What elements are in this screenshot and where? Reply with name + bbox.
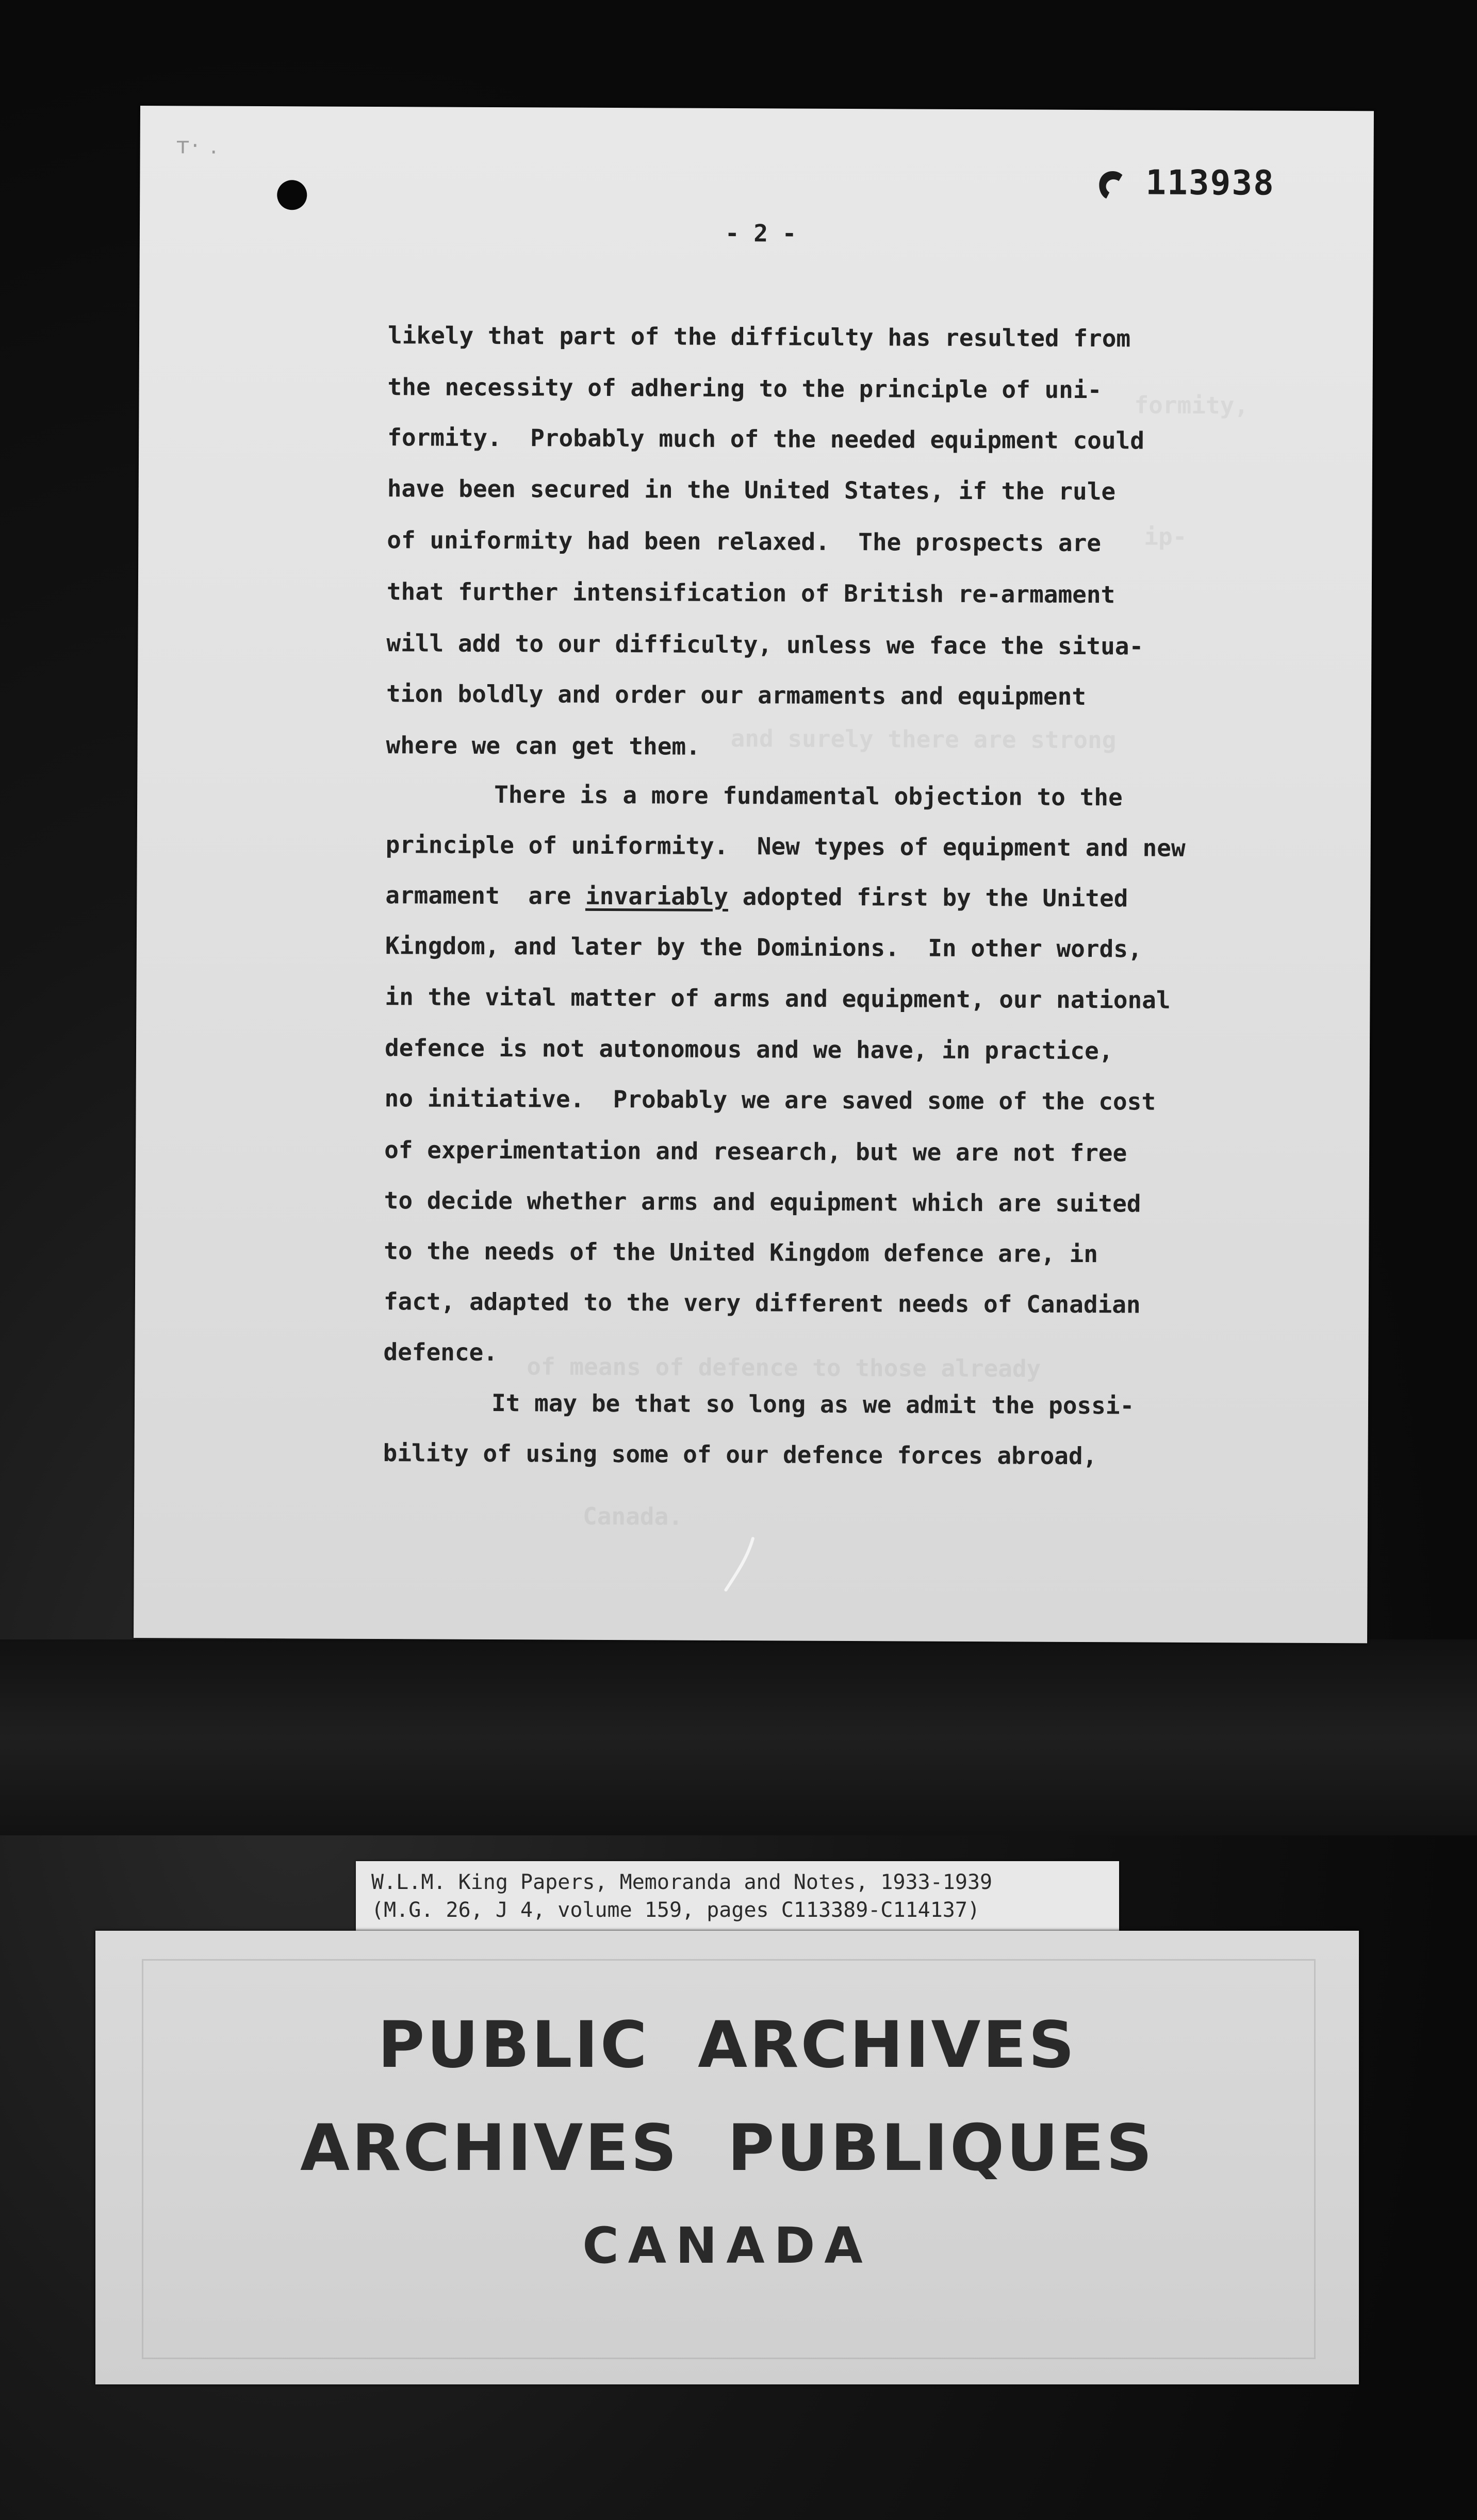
citation-line: W.L.M. King Papers, Memoranda and Notes, 1933-1939 (371, 1870, 993, 1894)
typed-line: will add to our difficulty, unless we face the situa- (386, 629, 1144, 660)
typed-line: fact, adapted to the very different needs of Canadian (383, 1287, 1141, 1319)
bleed-through-text: formity, (1134, 391, 1249, 420)
public-archives-card (95, 1931, 1359, 2384)
archives-title-french: ARCHIVES PUBLIQUES (300, 2111, 1155, 2185)
bleed-through-text: Canada. (582, 1502, 683, 1531)
bleed-through-text: ip- (1144, 522, 1187, 551)
typed-line: formity. Probably much of the needed equipment could (387, 423, 1145, 455)
typed-line: the necessity of adhering to the principle of uni- (387, 373, 1102, 404)
typed-memo-page (134, 106, 1374, 1643)
typed-line: no initiative. Probably we are saved some of the cost (384, 1084, 1156, 1116)
bleed-through-text: and surely there are strong (730, 724, 1117, 754)
typed-line: have been secured in the United States, if the rule (387, 474, 1116, 506)
film-scratch (721, 1536, 763, 1593)
bleed-through-text: of means of defence to those already (527, 1352, 1041, 1383)
typed-line: of experimentation and research, but we are not free (384, 1136, 1127, 1167)
citation-line: (M.G. 26, J 4, volume 159, pages C113389-C114137) (371, 1898, 980, 1922)
typed-line: defence is not autonomous and we have, in practice, (384, 1034, 1113, 1065)
typed-line: of uniformity had been relaxed. The prospects are (387, 526, 1102, 557)
typed-line: Kingdom, and later by the Dominions. In other words, (385, 932, 1142, 963)
punch-hole (277, 180, 307, 210)
typed-text: armament are (385, 881, 586, 910)
typed-line: There is a more fundamental objection to the (494, 781, 1123, 811)
typed-line: principle of uniformity. New types of equipment and new (385, 831, 1186, 862)
typed-line: likely that part of the difficulty has resulted from (387, 321, 1131, 353)
typed-line: to the needs of the United Kingdom defence are, in (384, 1237, 1098, 1268)
typed-line: in the vital matter of arms and equipment, our national (385, 983, 1171, 1014)
typed-line: bility of using some of our defence forces abroad, (383, 1439, 1097, 1470)
archives-title-english: PUBLIC ARCHIVES (378, 2008, 1077, 2082)
citation-label (356, 1861, 1119, 1933)
typed-text: adopted first by the United (728, 882, 1128, 913)
typed-line: tion boldly and order our armaments and equipment (386, 679, 1087, 711)
page-number: - 2 - (725, 219, 797, 247)
corner-handwritten-mark: ᴛ· . (176, 132, 220, 159)
typed-line: that further intensification of British re-armament (386, 577, 1115, 609)
typed-line: It may be that so long as we admit the possi- (491, 1388, 1135, 1420)
underlined-word: invariably (585, 882, 729, 910)
typed-line: where we can get them. (386, 731, 700, 760)
film-divider-band (0, 1639, 1477, 1835)
typed-line-with-underline (385, 881, 1128, 913)
typed-line: to decide whether arms and equipment which are suited (384, 1186, 1141, 1218)
document-number: 113938 (1145, 162, 1275, 203)
typed-line: defence. (383, 1338, 498, 1367)
stamp-c-icon (1094, 165, 1130, 202)
archives-country: CANADA (582, 2217, 872, 2275)
